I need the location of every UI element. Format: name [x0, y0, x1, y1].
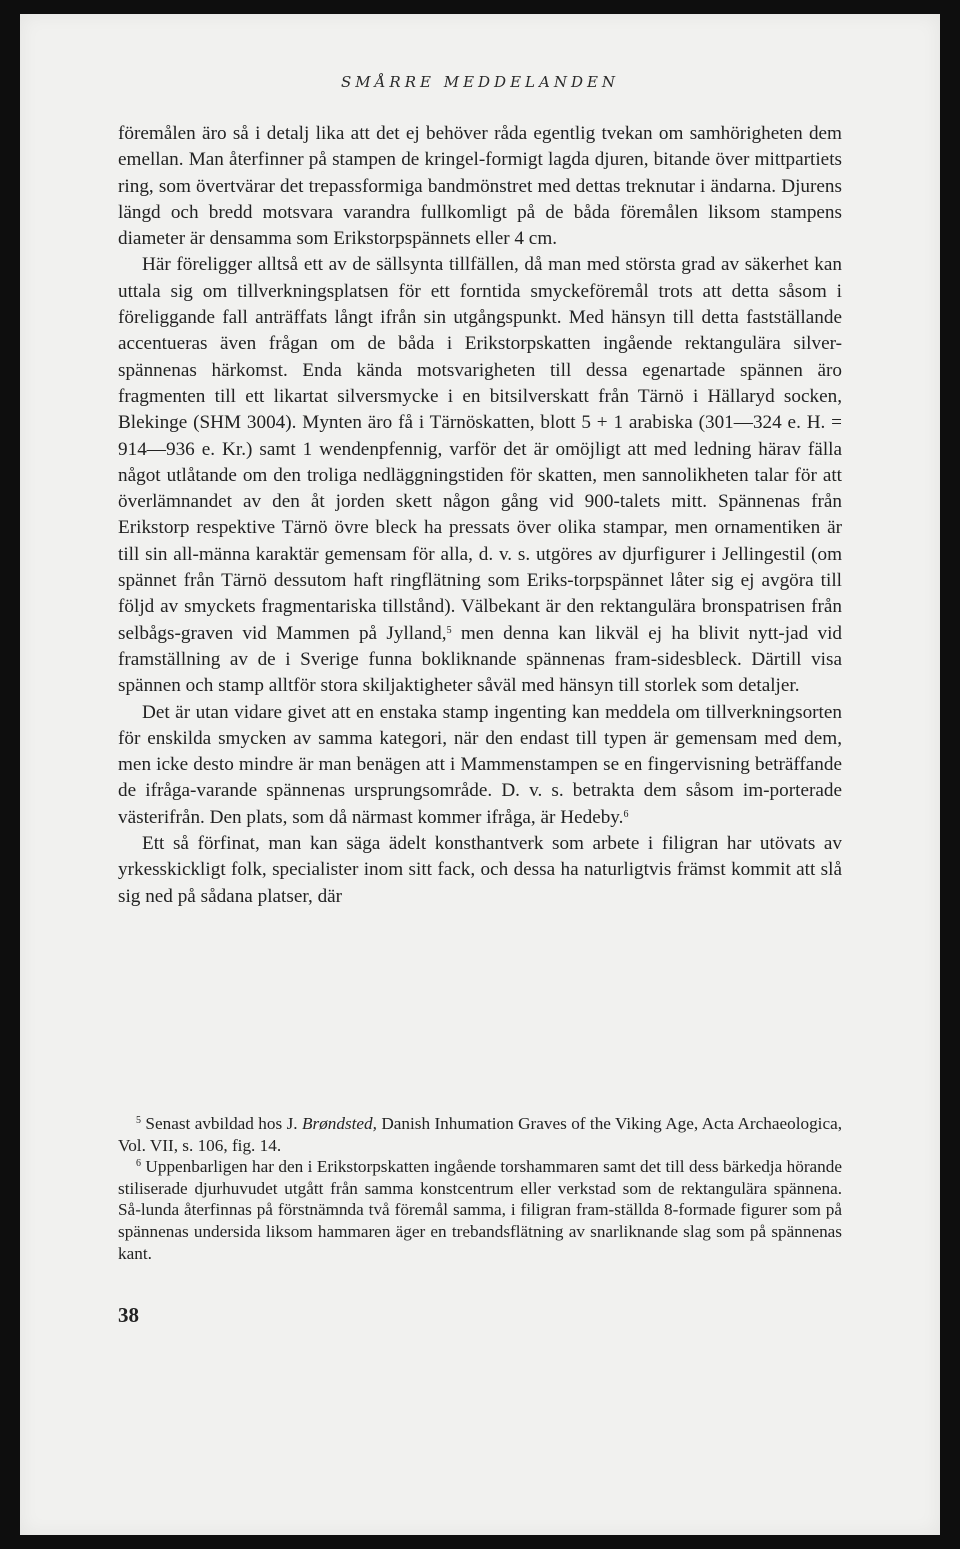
paragraph-3 — [118, 700, 842, 831]
footnote-number-6: 6 — [136, 1158, 141, 1170]
paragraph-2-text: Här föreligger alltså ett av de sällsynta tillfällen, då man med största grad av säkerhet kan uttala sig om tillverkningsplatsen för ett forntida smyckeföremål trots att detta såsom i föreliggande fall anträffats långt ifrån sin utgångspunkt. Med hänsyn till detta fastställande accentueras även frågan om de båda i Erikstorpskatten ingående rektangulära silver-spännenas härkomst. Enda kända motsvarigheten till dessa egenartade spännen äro fragmenten till ett likartat silversmycke i en bitsilverskatt från Tärnö i Hällaryd socken, Blekinge (SHM 3004). Mynten äro få i Tärnöskatten, blott 5 + 1 arabiska (301—324 e. H. = 914—936 e. Kr.) samt 1 wendenpfennig, varför det är omöjligt att med ledning härav fälla något utlåtande om den troliga nedläggningstiden för skatten, men sannolikheten talar för att överlämnandet av den åt jorden skett någon gång vid 900-talets mitt. Spännenas från Erikstorp respektive Tärnö övre bleck ha pressats över olika stampar, men ornamentiken är till sin all-männa karaktär gemensam för alla, d. v. s. utgöres av djurfigurer i Jellingestil (om spännet från Tärnö dessutom haft ringflätning som Eriks-torpspännet låter sig ej avgöra till följd av smyckets fragmentariska tillstånd). Välbekant är den rektangulära bronspatrisen från selbågs-graven vid Mammen på Jylland, — [118, 254, 842, 644]
footnotes — [118, 1113, 842, 1264]
paragraph-4 — [118, 831, 842, 910]
paragraph-1 — [118, 121, 842, 252]
body-text — [118, 121, 842, 910]
paragraph-1-text: föremålen äro så i detalj lika att det ej behöver råda egentlig tvekan om samhörigheten dem emellan. Man återfinner på stampen de kringel-formigt lagda djuren, bitande över mittpartiets ring, som övertvärar det trepassformiga bandmönstret med dettas treknutar i ändarna. Djurens längd och bredd motsvara varandra fullkomligt på de båda föremålen liksom stampens diameter är densamma som Erikstorpspännets eller 4 cm. — [118, 123, 842, 250]
footnote-5-author: Brøndsted, — [301, 1114, 377, 1133]
footnote-number-5: 5 — [136, 1115, 141, 1126]
paragraph-4-text: Ett så förfinat, man kan säga ädelt konsthantverk som arbete i filigran har utövats av yrkesskickligt folk, specialister inom sitt fack, och dessa ha naturligtvis främst kommit att slå sig ned på sådana platser, där — [118, 833, 842, 907]
footnote-ref-6: 6 — [623, 808, 629, 820]
footnote-5 — [118, 1113, 842, 1156]
footnote-ref-5: 5 — [446, 624, 452, 636]
running-header: SMÅRRE MEDDELANDEN — [340, 73, 620, 91]
footnote-5-text-cont: Danish Inhumation Graves of the Viking Age, Acta Archaeologica, Vol. VII, s. 106, fig. 14. — [118, 1114, 842, 1155]
footnote-6-text: Uppenbarligen har den i Erikstorpskatten ingående torshammaren samt det till dess bärkedja hörande stiliserade djurhuvudet utgått från samma konstcentrum eller verkstad som de rektangulära spännena. Så-lunda återfinnas på förstnämnda två föremål samma, i filigran fram-ställda 8-formade figurer som på spännenas undersida liksom hammaren äger en trebandsflätning av snarliknande slag som på spännenas kant. — [118, 1157, 842, 1263]
paragraph-3-text: Det är utan vidare givet att en enstaka stamp ingenting kan meddela om tillverkningsorten för enskilda smycken av samma kategori, när den endast till typen är gemensam med dem, men icke desto mindre är man benägen att i Mammenstampen se en fingervisning beträffande de ifråga-varande spännenas ursprungsområde. D. v. s. betrakta dem såsom im-porterade västerifrån. Den plats, som då närmast kommer ifråga, är Hedeby. — [118, 701, 842, 828]
paragraph-2-text-cont: men denna kan likväl ej ha blivit nytt-jad vid framställning av de i Sverige funna bokliknande spännenas fram-sidesbleck. Därtill visa spännen och stamp alltför stora skiljaktigheter såväl med hänsyn till storlek som detaljer. — [118, 622, 842, 697]
footnote-6 — [118, 1156, 842, 1264]
paragraph-2 — [118, 252, 842, 699]
page-number: 38 — [118, 1303, 139, 1327]
footnote-5-text: Senast avbildad hos J. — [141, 1114, 302, 1133]
